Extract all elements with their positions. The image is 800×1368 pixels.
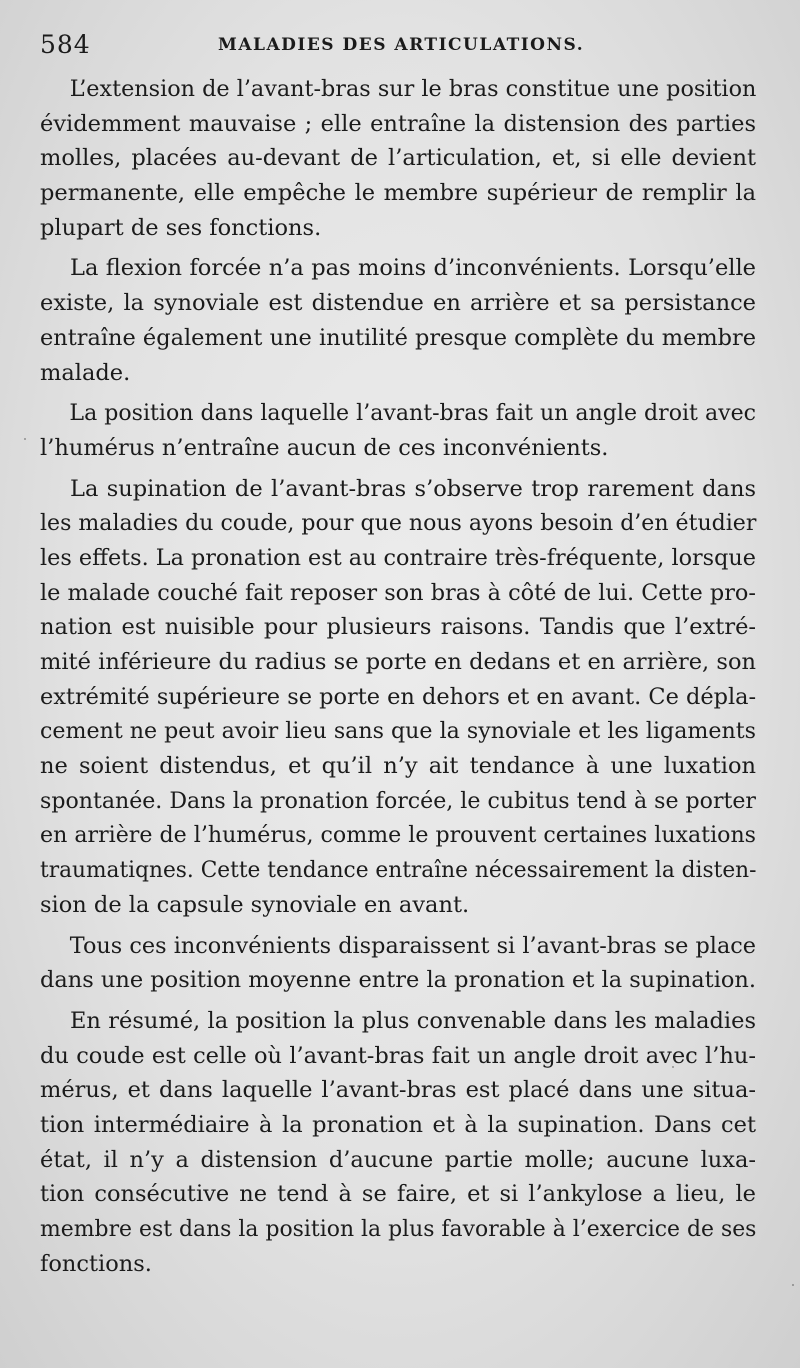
text-line: mérus, et dans laquelle l’avant-bras est placé dans une situa- — [40, 1077, 756, 1104]
text-line: traumatiqnes. Cette tendance entraîne nécessairement la disten- — [40, 857, 757, 884]
paper-speck — [24, 438, 26, 440]
running-title: MALADIES DES ARTICULATIONS. — [218, 35, 585, 55]
text-line: dans une position moyenne entre la pronation et la supination. — [40, 967, 757, 994]
text-line: malade. — [40, 359, 131, 386]
text-line: permanente, elle empêche le membre supérieur de remplir la — [40, 180, 756, 207]
text-line: spontanée. Dans la pronation forcée, le cubitus tend à se porter — [40, 787, 756, 814]
text-line: l’humérus n’entraîne aucun de ces inconvénients. — [40, 434, 609, 461]
text-line: Tous ces inconvénients disparaissent si l’avant-bras se place — [69, 932, 757, 959]
paragraph — [40, 396, 756, 465]
paragraph — [40, 929, 756, 998]
text-line: tion consécutive ne tend à se faire, et si l’ankylose a lieu, le — [40, 1181, 756, 1208]
text-line: en arrière de l’humérus, comme le prouvent certaines luxations — [40, 822, 757, 849]
text-line: En résumé, la position la plus convenable dans les maladies — [70, 1007, 756, 1034]
page-header — [40, 30, 760, 64]
text-line: ne soient distendus, et qu’il n’y ait tendance à une luxation — [40, 753, 756, 780]
text-line: La supination de l’avant-bras s’observe trop rarement dans — [70, 475, 756, 502]
paper-speck — [792, 1284, 794, 1286]
body-text — [40, 72, 756, 1287]
page-number: 584 — [40, 30, 91, 59]
text-line: L’extension de l’avant-bras sur le bras constitue une position — [69, 76, 757, 102]
paragraph — [40, 472, 756, 923]
text-line: fonctions. — [40, 1250, 152, 1277]
paragraph — [40, 1004, 756, 1282]
text-line: cement ne peut avoir lieu sans que la synoviale et les ligaments — [40, 718, 756, 745]
text-line: molles, placées au-devant de l’articulation, et, si elle devient — [40, 145, 756, 172]
text-line: extrémité supérieure se porte en dehors et en avant. Ce dépla- — [40, 683, 757, 710]
text-line: les maladies du coude, pour que nous ayons besoin d’en étudier — [40, 510, 757, 537]
text-line: membre est dans la position la plus favorable à l’exercice de ses — [40, 1216, 757, 1242]
text-line: existe, la synoviale est distendue en arrière et sa persistance — [40, 290, 756, 317]
text-line: état, il n’y a distension d’aucune partie molle; aucune luxa- — [40, 1146, 756, 1173]
text-line: mité inférieure du radius se porte en dedans et en arrière, son — [40, 649, 756, 675]
paragraph — [40, 72, 756, 245]
text-line: La position dans laquelle l’avant-bras fait un angle droit avec — [69, 400, 756, 427]
text-line: évidemment mauvaise ; elle entraîne la distension des parties — [40, 110, 756, 137]
text-line: La flexion forcée n’a pas moins d’inconvénients. Lorsqu’elle — [70, 255, 756, 282]
text-line: du coude est celle où l’avant-bras fait un angle droit avec l’hu- — [40, 1042, 756, 1069]
text-line: tion intermédiaire à la pronation et à la supination. Dans cet — [40, 1111, 756, 1138]
text-line: les effets. La pronation est au contraire très-fréquente, lorsque — [40, 544, 757, 571]
text-line: plupart de ses fonctions. — [40, 214, 322, 241]
text-line: nation est nuisible pour plusieurs raisons. Tandis que l’extré- — [40, 614, 756, 641]
text-line: entraîne également une inutilité presque complète du membre — [40, 324, 756, 351]
paragraph — [40, 251, 756, 390]
text-line: sion de la capsule synoviale en avant. — [40, 891, 470, 918]
text-line: le malade couché fait reposer son bras à côté de lui. Cette pro- — [40, 579, 756, 606]
